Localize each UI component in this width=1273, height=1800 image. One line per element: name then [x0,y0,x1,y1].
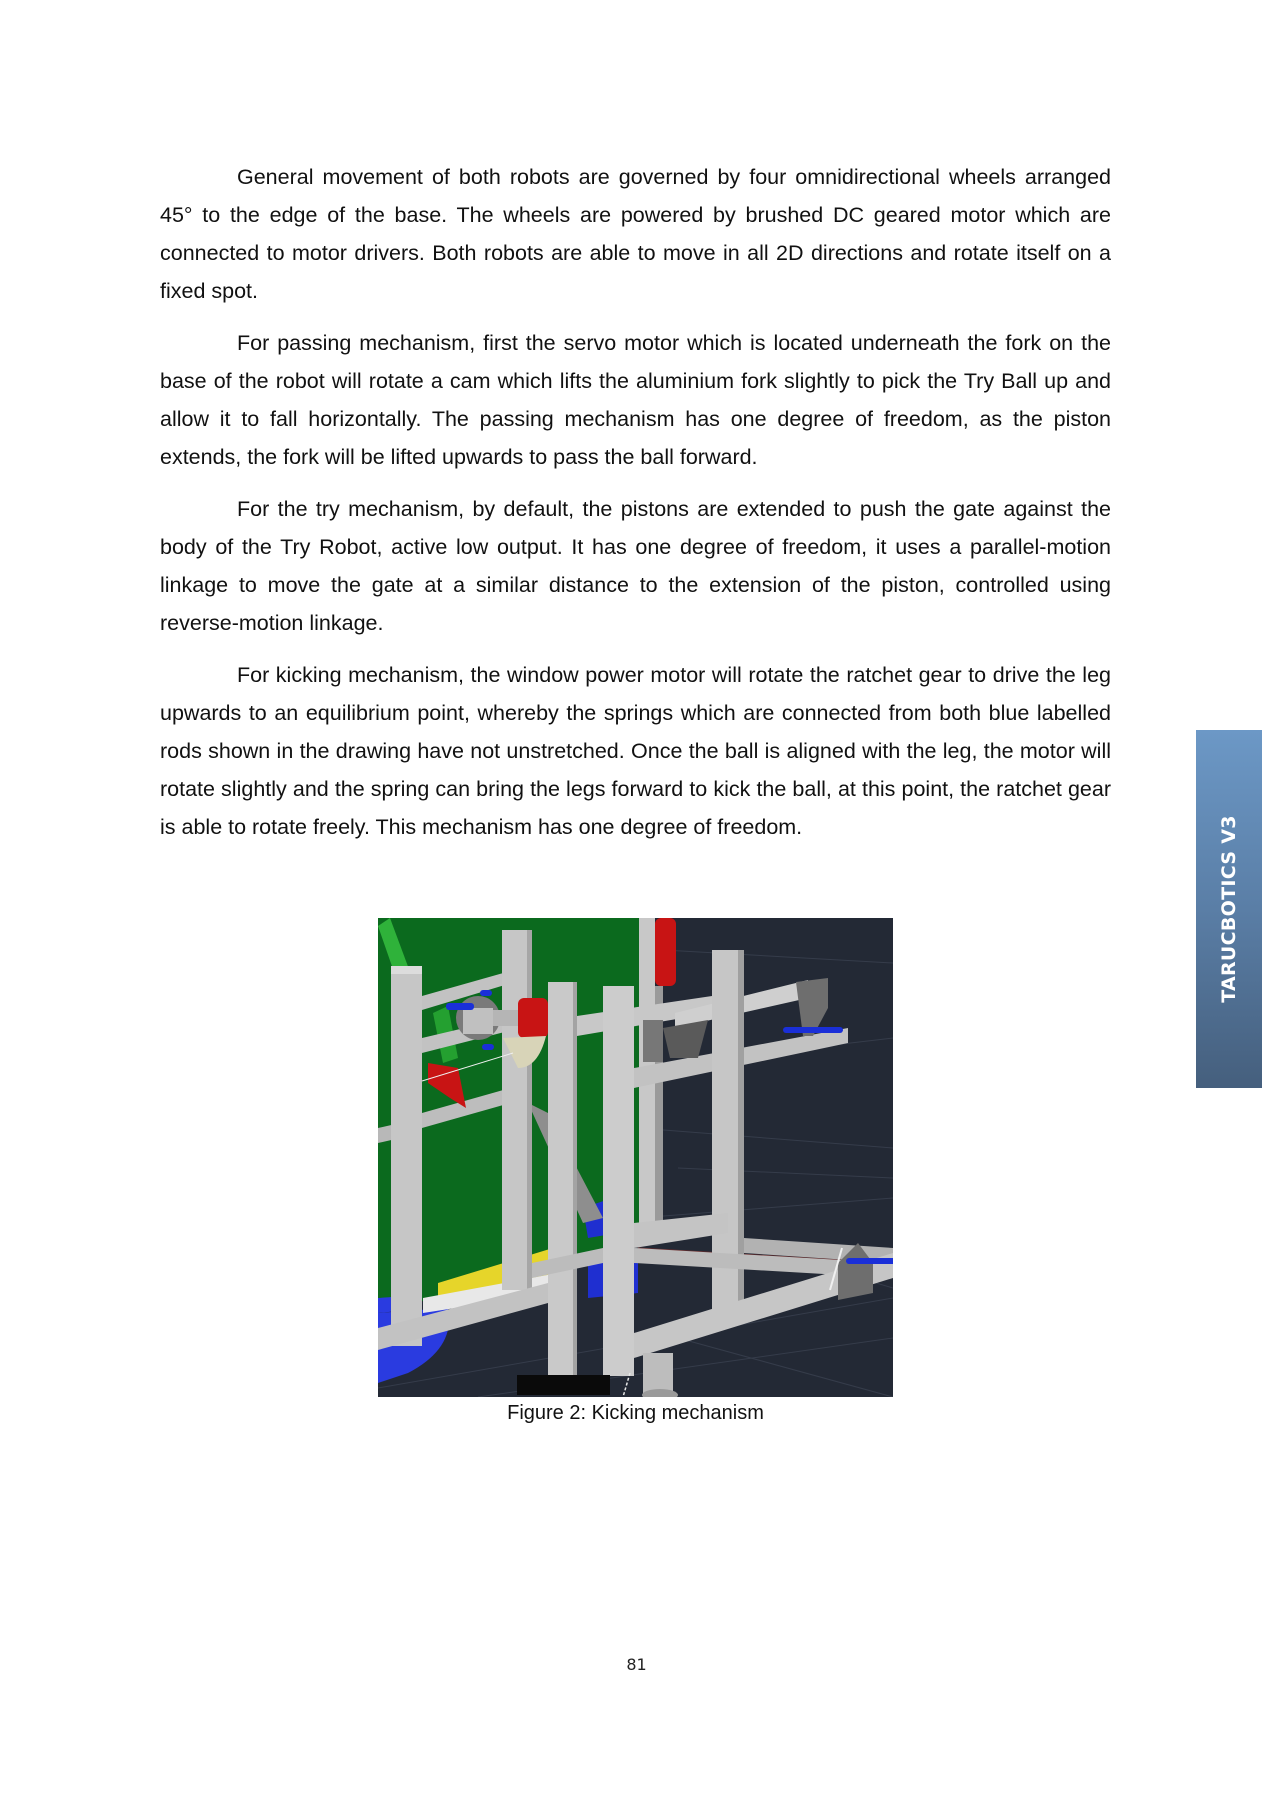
side-tab [1196,730,1262,1088]
figure-kicking-mechanism-image [378,918,893,1397]
paragraph-general-movement: General movement of both robots are governed by four omnidirectional wheels arranged 45° to the edge of the base. The wheels are powered by brushed DC geared motor which are connected to motor drivers. Both robots are able to move in all 2D directions and rotate itself on a fixed spot. [160,165,1111,303]
page-number: 81 [626,1655,647,1674]
figure-caption: Figure 2: Kicking mechanism [507,1402,764,1424]
paragraph-try-mechanism: For the try mechanism, by default, the pistons are extended to push the gate against the body of the Try Robot, active low output. It has one degree of freedom, it uses a parallel-motion linkage to move the gate at a similar distance to the extension of the piston, controlled using reverse-motion linkage. [160,497,1111,635]
cad-render-illustration [378,918,893,1397]
body-text [160,158,1111,860]
paragraph-passing-mechanism: For passing mechanism, first the servo motor which is located underneath the fork on the base of the robot will rotate a cam which lifts the aluminium fork slightly to pick the Try Ball up and allow it to fall horizontally. The passing mechanism has one degree of freedom, as the piston extends, the fork will be lifted upwards to pass the ball forward. [160,331,1111,469]
side-tab-label: TARUCBOTICS V3 [1218,815,1240,1003]
paragraph-kicking-mechanism: For kicking mechanism, the window power motor will rotate the ratchet gear to drive the leg upwards to an equilibrium point, whereby the springs which are connected from both blue labelled rods shown in the drawing have not unstretched. Once the ball is aligned with the leg, the motor will rotate slightly and the spring can bring the legs forward to kick the ball, at this point, the ratchet gear is able to rotate freely. This mechanism has one degree of freedom. [160,663,1111,839]
